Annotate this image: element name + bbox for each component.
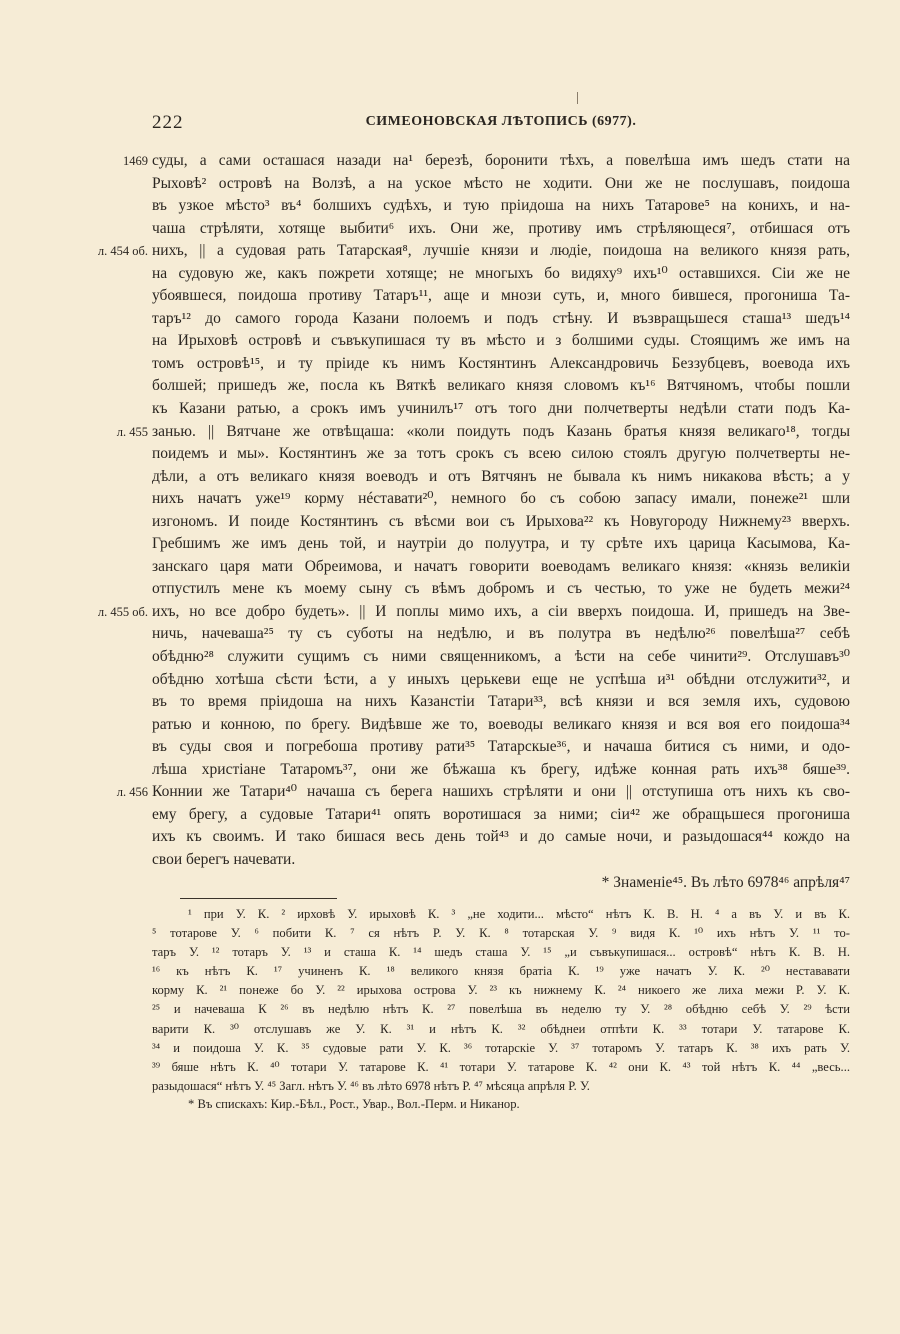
text-line: отпустилъ мене къ моему сыну съ вѣмъ добромъ и съ честью, то уже не будеть межи²⁴ xyxy=(152,580,850,598)
text-line: нихъ начатъ уже¹⁹ корму нéставати²⁰, немного бо съ собою запасу имали, понеже²¹ шли xyxy=(152,490,850,508)
footnote-line: ¹⁶ къ нѣтъ К. ¹⁷ учиненъ К. ¹⁸ великого князя братіа К. ¹⁹ уже начатъ У. К. ²⁰ нестававати xyxy=(152,964,850,979)
margin-folio-note: л. 456 xyxy=(116,785,148,800)
text-line: убоявшеся, поидоша противу Татаръ¹¹, аще и мнози суть, и, много бившеся, прогониша Та- xyxy=(152,287,850,305)
text-line: ихъ, но все добро будеть». || И поплы мимо ихъ, а сіи вверхъ поидоша. И, пришедъ на Зве- xyxy=(152,602,850,620)
footnote-line: варити К. ³⁰ отслушавъ же У. К. ³¹ и нѣтъ К. ³² обѣднеи отпѣти К. ³³ тотари У. татарове К. xyxy=(152,1021,850,1036)
margin-folio-note: л. 455 об. xyxy=(97,605,148,619)
text-line: таръ¹² до самого города Казани полоемъ и подъ стѣну. И възвращьшеся сташа¹³ шедъ¹⁴ xyxy=(152,309,850,327)
margin-year: 1469 xyxy=(123,154,148,168)
footnotes xyxy=(152,905,850,1096)
footnote-line: ¹ при У. К. ² ирховѣ У. ирыховѣ К. ³ „не ходити... мѣсто“ нѣтъ К. В. Н. ⁴ а въ У. и въ К. xyxy=(188,907,850,921)
text-line: лѣша христіане Татаромъ³⁷, они же бѣжаша къ брегу, идѣже конная рать ихъ³⁸ бяше³⁹. xyxy=(152,760,850,778)
footnote-line: ³⁴ и поидоша У. К. ³⁵ судовые рати У. К. ³⁶ тотарскіе У. ³⁷ тотаромъ У. татаръ К. ³⁸ ихъ рать У. xyxy=(152,1040,850,1055)
page-number: 222 xyxy=(152,112,184,133)
text-line: Коннии же Татари⁴⁰ начаша съ берега нашихъ стрѣляти и они || отступиша отъ нихъ къ сво- xyxy=(152,783,850,801)
footnote-line: ³⁹ бяше нѣтъ К. ⁴⁰ тотари У. татарове К. ⁴¹ тотари У. татарове К. ⁴² они К. ⁴³ той нѣтъ К. ⁴⁴ „весь... xyxy=(152,1059,850,1074)
sources-note: * Въ спискахъ: Кир.-Бѣл., Рост., Увар., Вол.-Перм. и Никанор. xyxy=(188,1097,520,1111)
footnote-line: корму К. ²¹ понеже бо У. ²² ирыхова острова У. ²³ къ нижнему К. ²⁴ никоего же лиха межи Р. У. К. xyxy=(152,983,850,998)
footnote-divider xyxy=(180,898,337,899)
text-line: изгономъ. И поиде Костянтинъ съ вѣсми вои съ Ирыхова²² къ Новугороду Нижнему²³ вверхъ. xyxy=(152,512,850,530)
footnote-line: ⁵ тотарове У. ⁶ побити К. ⁷ ся нѣтъ Р. У. К. ⁸ тотарская У. ⁹ видя К. ¹⁰ ихъ нѣтъ У. ¹¹ то- xyxy=(152,926,850,941)
closing-line: * Знаменіе⁴⁵. Въ лѣто 6978⁴⁶ апрѣля⁴⁷ xyxy=(601,873,850,891)
text-line: обѣдню²⁸ служити сущимъ съ ними священникомъ, а ѣсти на себе чинити²⁹. Отслушавъ³⁰ xyxy=(152,648,850,666)
text-line: томъ островѣ¹⁵, и ту пріиде къ нимъ Костянтинъ Александровичь Беззубцевъ, воевода ихъ xyxy=(152,354,850,372)
margin-folio-note: л. 455 xyxy=(116,424,148,439)
text-line: поидемъ и мы». Костянтинъ же за тотъ срокъ съ всею силою стоялъ другую полчетверты не- xyxy=(152,445,850,463)
text-line: чаша стрѣляти, хотяще выбити⁶ ихъ. Они же, противу имъ стрѣляющеся⁷, отбишася отъ xyxy=(152,219,850,237)
footnote-line: ²⁵ и начеваша К ²⁶ въ недѣлю нѣтъ К. ²⁷ повелѣша въ неделю ту У. ²⁸ обѣдню себѣ У. ²⁹ ѣсти xyxy=(152,1002,850,1017)
text-line: въ то время пріидоша на нихъ Казанстіи Татари³³, всѣ князи и вся земля ихъ, судовою xyxy=(152,693,850,711)
text-line: ничь, начеваша²⁵ ту съ суботы на недѣлю, и въ полутра въ недѣлю²⁶ повелѣша²⁷ себѣ xyxy=(152,625,850,643)
text-line: свои берегъ начевати. xyxy=(152,850,296,868)
text-line: въ суды своя и погребоша противу рати³⁵ Татарскые³⁶, и начаша битися съ ними, и одо- xyxy=(152,738,850,756)
scan-mark xyxy=(577,92,578,104)
text-line: ему брегу, а судовые Татари⁴¹ опять воротишася за ними; сіи⁴² же обращьшеся прогониша xyxy=(152,805,850,823)
text-line: суды, а сами осташася назади на¹ березѣ, боронити тѣхъ, а повелѣша имъ шедъ стати на xyxy=(152,152,850,169)
footnote-line: таръ У. ¹² тотаръ У. ¹³ и сташа К. ¹⁴ шедъ сташа У. ¹⁵ „и съвъкупишася... островѣ“ нѣтъ К. В. Н. xyxy=(152,945,850,960)
text-line: Гребшимъ же имъ день той, и наутріи до полуутра, и ту срѣте ихъ царица Касымова, Ка- xyxy=(152,535,850,553)
text-line: занскаго царя мати Обреимова, и начатъ говорити воеводамъ великаго князя: «князь великіи xyxy=(152,557,850,575)
text-line: дѣли, а отъ великаго князя воеводъ и отъ Вятчянъ не бывала къ нимъ никакова вѣсть; а у xyxy=(152,467,850,485)
text-line: нихъ, || а судовая рать Татарская⁸, лучшіе князи и людіе, поидоша на великого князя рать, xyxy=(152,242,850,260)
running-title: СИМЕОНОВСКАЯ ЛѢТОПИСЬ (6977). xyxy=(365,114,637,129)
footnote-line: разыдошася“ нѣтъ У. ⁴⁵ Загл. нѣтъ У. ⁴⁶ въ лѣто 6978 нѣтъ Р. ⁴⁷ мѣсяца апрѣля Р. У. xyxy=(152,1078,590,1093)
text-line: болшей; пришедъ же, посла къ Вяткѣ великаго князя словомъ къ¹⁶ Вятчяномъ, чтобы пошли xyxy=(152,377,850,395)
text-line: въ узкое мѣсто³ въ⁴ болшихъ судѣхъ, и тую пріидоша на нихъ Татарове⁵ на конихъ, и на- xyxy=(152,197,850,215)
text-line: Рыховѣ² островѣ на Волзѣ, а на уское мѣсто не ходити. Они же не послушавъ, поидоша xyxy=(152,174,850,192)
text-line: занью. || Вятчане же отвѣщаша: «коли поидуть подъ Казань братья князя великаго¹⁸, тогды xyxy=(152,422,850,440)
text-line: къ Казани ратью, а срокъ имъ учинилъ¹⁷ отъ того дни полчетверты недѣли стати подъ Ка- xyxy=(152,400,850,418)
text-line: на Ирыховѣ островѣ и съвъкупишася ту въ мѣсто и з болшими суды. Стоящимъ же имъ на xyxy=(152,332,850,350)
text-line: ратью и конною, по брегу. Видѣвше же то, воеводы великаго князя и вся воя его поидоша³⁴ xyxy=(152,715,850,733)
chronicle-text xyxy=(152,150,850,894)
margin-folio-note: л. 454 об. xyxy=(97,244,148,259)
text-line: ихъ къ своимъ. И тако бишася весь день той⁴³ и до самые ночи, и разыдошася⁴⁴ кождо на xyxy=(152,828,850,846)
text-line: на судовую же, какъ пожрети хотяще; не многыхъ бо видяху⁹ ихъ¹⁰ оставшихся. Сіи же не xyxy=(152,264,850,282)
text-line: обѣдню хотѣша сѣсти ѣсти, а у иныхъ церькеви еще не успѣша и³¹ обѣдни отслужити³², и xyxy=(152,670,850,688)
running-head xyxy=(152,112,850,134)
